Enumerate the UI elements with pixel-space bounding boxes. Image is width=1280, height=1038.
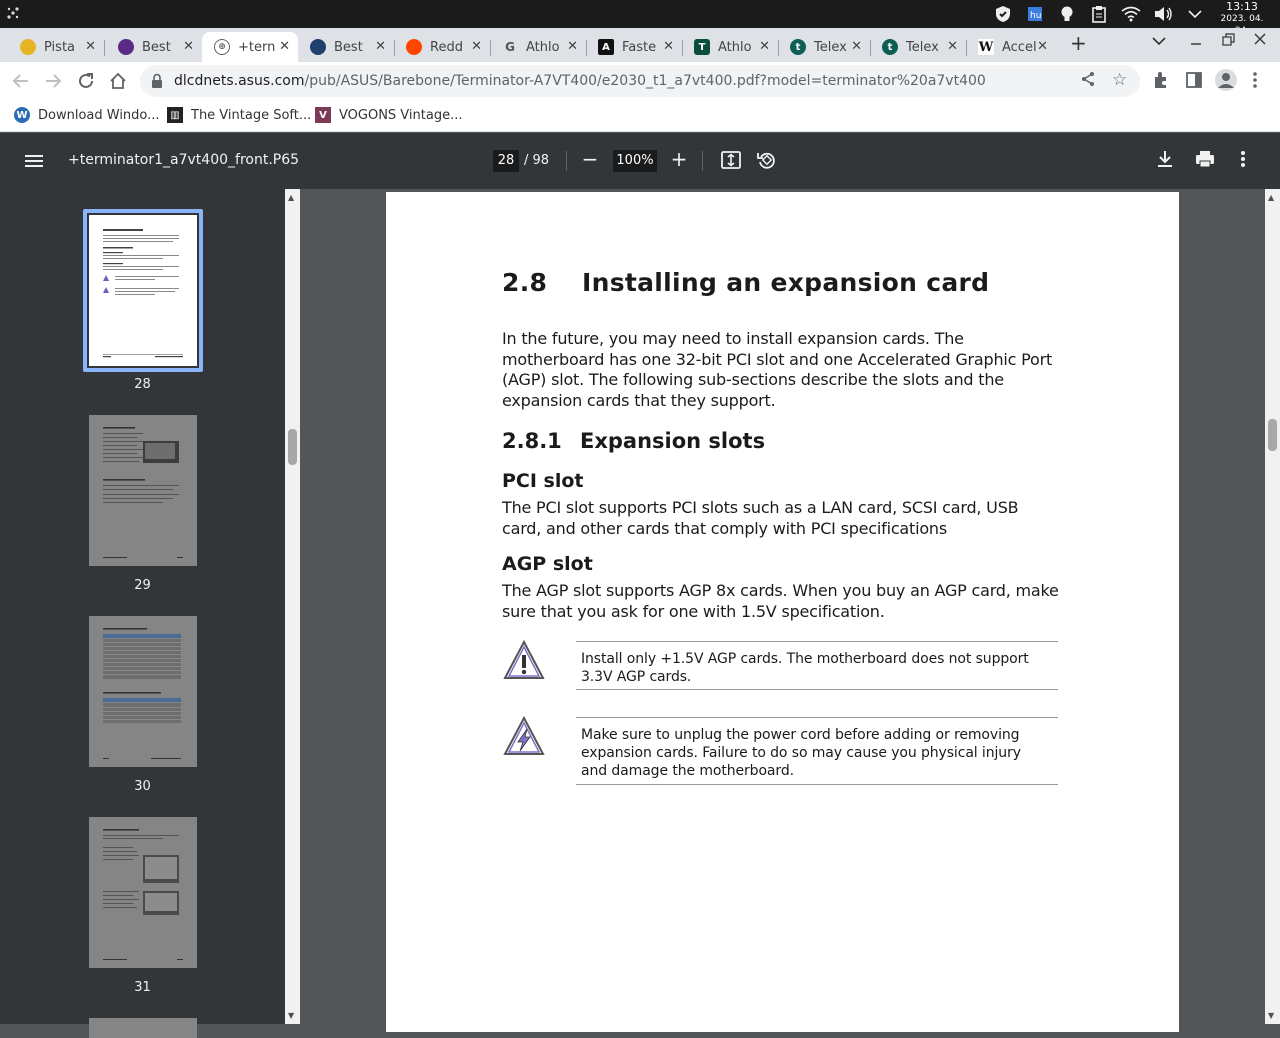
zoom-in-button[interactable]: + [670,147,688,171]
thumbnail-page-number: 31 [134,980,151,995]
browser-toolbar [0,62,1280,100]
browser-tab[interactable] [394,32,490,62]
caution-triangle-icon [502,639,546,683]
bookmark-item[interactable] [14,107,160,123]
url-text [174,73,986,89]
bookmark-label: The Vintage Soft... [191,107,312,123]
tab-title: Pista [44,39,76,55]
note-divider [576,717,1058,718]
scroll-down-arrow-icon[interactable]: ▼ [1268,1011,1275,1020]
close-icon[interactable]: ✕ [471,39,482,54]
tab-title: Telex [906,39,939,55]
total-pages: / 98 [524,153,550,168]
pdf-viewport[interactable] [300,189,1265,1024]
tab-divider [104,40,105,56]
intro-paragraph: In the future, you may need to install expansion cards. The motherboard has one 32-bit PCI slot and one Accelerated Graphic Port (AGP) slot. The following sub-sections describe the slots and the expansion cards that they support. [502,329,1053,410]
note-divider [576,641,1058,642]
thumbnail-page-number: 30 [134,779,151,794]
wordpress-icon: W [14,107,30,123]
tab-title: Faste [622,39,657,55]
close-icon[interactable]: ✕ [375,39,386,54]
main-scroll-thumb[interactable] [1268,419,1277,451]
tab-favicon-icon [20,39,36,55]
browser-tab-strip [0,28,1280,62]
browser-tab[interactable] [778,32,870,62]
thumbnail-page-number: 28 [134,377,151,392]
close-icon[interactable]: ✕ [183,39,194,54]
browser-tab[interactable] [586,32,682,62]
tab-favicon-icon [118,39,134,55]
share-icon[interactable] [1080,71,1096,91]
tab-favicon-icon: A [598,39,614,55]
bookmark-item[interactable] [315,107,462,123]
rotate-icon[interactable] [756,149,780,173]
pci-slot-heading: PCI slot [502,470,584,492]
browser-tab[interactable] [682,32,778,62]
restore-button[interactable] [1222,33,1235,50]
subsection-number: 2.8.1 [502,429,562,453]
app-launcher-icon[interactable] [4,4,24,24]
side-panel-icon[interactable] [1185,71,1203,93]
museum-icon: ▥ [167,107,183,123]
close-icon[interactable]: ✕ [567,39,578,54]
tab-favicon-icon: t [790,39,806,55]
address-bar[interactable] [140,65,1140,97]
tab-favicon-icon: t [882,39,898,55]
volume-icon[interactable] [1152,3,1174,25]
print-icon[interactable] [1195,149,1219,173]
browser-tab[interactable] [490,32,586,62]
browser-tab[interactable] [298,32,394,62]
page-thumbnail[interactable] [89,616,197,767]
tab-title: Redd [430,39,463,55]
main-scrollbar[interactable] [1265,189,1280,1024]
browser-tab[interactable] [966,32,1056,62]
zoom-out-button[interactable]: − [581,147,599,171]
scroll-down-arrow-icon[interactable]: ▼ [288,1011,295,1020]
electric-shock-warning-icon [502,715,546,759]
toolbar-divider [702,151,703,171]
clock-time: 13:13 [1226,0,1258,13]
bookmarks-bar [0,100,1280,132]
bookmark-label: Download Windo... [38,107,160,123]
page-thumbnail[interactable] [89,415,197,566]
scroll-up-arrow-icon[interactable]: ▲ [1268,193,1275,202]
lock-icon[interactable] [150,73,164,89]
close-icon[interactable]: ✕ [851,39,862,54]
pci-slot-paragraph: The PCI slot supports PCI slots such as a LAN card, SCSI card, USB card, and other cards that comply with PCI specifications [502,498,1019,538]
wifi-icon[interactable] [1120,3,1142,25]
pdf-document-title: +terminator1_a7vt400_front.P65 [68,152,300,168]
page-thumbnail[interactable] [89,215,197,366]
page-thumbnail[interactable] [89,1018,197,1038]
vogons-icon: V [315,107,331,123]
download-icon[interactable] [1155,149,1179,173]
thumbnail-sidebar [0,189,285,1024]
hamburger-menu-icon[interactable] [24,151,44,171]
tab-favicon-icon [310,39,326,55]
system-tray [992,3,1206,25]
browser-tab[interactable] [8,32,104,62]
note-divider [576,689,1058,690]
close-icon[interactable]: ✕ [947,39,958,54]
tab-favicon-icon: G [502,39,518,55]
lightbulb-icon[interactable] [1056,3,1078,25]
bookmark-label: VOGONS Vintage... [339,107,463,123]
extensions-icon[interactable] [1152,71,1170,93]
subsection-title: Expansion slots [580,429,766,453]
minimize-button[interactable] [1190,34,1202,50]
keyboard-layout-icon[interactable] [1024,3,1046,25]
tab-title: Best [334,39,363,55]
section-title: Installing an expansion card [582,268,990,297]
pdf-page [386,192,1179,1032]
forward-button[interactable] [42,70,64,92]
sidebar-scroll-thumb[interactable] [288,429,297,465]
clock-date: 2023. 04. [1220,14,1264,24]
tab-title: Athlo [526,39,560,55]
sidebar-scrollbar[interactable] [285,189,300,1024]
globe-icon: ⊕ [214,39,230,55]
page-thumbnail[interactable] [89,817,197,968]
section-number: 2.8 [502,268,548,297]
new-tab-button[interactable]: + [1070,31,1087,55]
browser-tab-active[interactable] [202,32,298,62]
close-window-button[interactable] [1254,33,1266,49]
shield-icon[interactable] [992,3,1014,25]
browser-menu-icon[interactable] [1252,71,1258,93]
back-button[interactable] [10,70,32,92]
caution-note-text: Install only +1.5V AGP cards. The motherboard does not support 3.3V AGP cards. [581,651,1029,685]
browser-tab[interactable] [870,32,966,62]
agp-slot-paragraph: The AGP slot supports AGP 8x cards. When you buy an AGP card, make sure that you ask for one with 1.5V specification. [502,581,1059,621]
profile-avatar[interactable] [1215,69,1237,95]
subsection-heading [502,429,765,453]
url-path: /pub/ASUS/Barebone/Terminator-A7VT400/e2030_t1_a7vt400.pdf?model=terminator%20a7vt400 [304,73,986,89]
tab-search-icon[interactable] [1152,34,1166,50]
tab-title: Best [142,39,171,55]
page-number-input[interactable]: 28 [493,150,519,172]
zoom-level-input[interactable]: 100% [613,150,657,172]
browser-tab[interactable] [106,32,202,62]
os-top-bar [0,0,1280,28]
close-icon[interactable]: ✕ [279,39,290,54]
tab-title: Accel [1002,39,1037,55]
url-host: dlcdnets.asus.com [174,73,305,89]
note-divider [576,784,1058,785]
close-icon[interactable]: ✕ [85,39,96,54]
tab-title: +tern [238,39,276,55]
chevron-down-icon[interactable] [1184,3,1206,25]
clipboard-icon[interactable] [1088,3,1110,25]
toolbar-divider [566,151,567,171]
tab-favicon-icon: T [694,39,710,55]
agp-slot-heading: AGP slot [502,553,593,575]
more-options-icon[interactable] [1240,149,1264,173]
reload-button[interactable] [75,70,97,92]
wikipedia-icon: W [978,39,994,55]
tab-title: Athlo [718,39,752,55]
close-icon[interactable]: ✕ [1037,39,1048,54]
warning-note-text: Make sure to unplug the power cord before adding or removing expansion cards. Failure to do so may cause you physical injury and damage the motherboard. [581,727,1021,779]
reddit-icon [406,39,422,55]
svg-text:hu: hu [1030,11,1042,21]
close-icon[interactable]: ✕ [663,39,674,54]
section-heading [502,268,989,297]
bookmark-star-icon[interactable]: ☆ [1112,70,1128,90]
home-button[interactable] [107,70,129,92]
bookmark-item[interactable] [167,107,311,123]
fit-to-page-icon[interactable] [720,149,744,173]
pdf-toolbar [0,133,1280,189]
close-icon[interactable]: ✕ [759,39,770,54]
tab-title: Telex [814,39,847,55]
thumbnail-page-number: 29 [134,578,151,593]
scroll-up-arrow-icon[interactable]: ▲ [288,193,295,202]
